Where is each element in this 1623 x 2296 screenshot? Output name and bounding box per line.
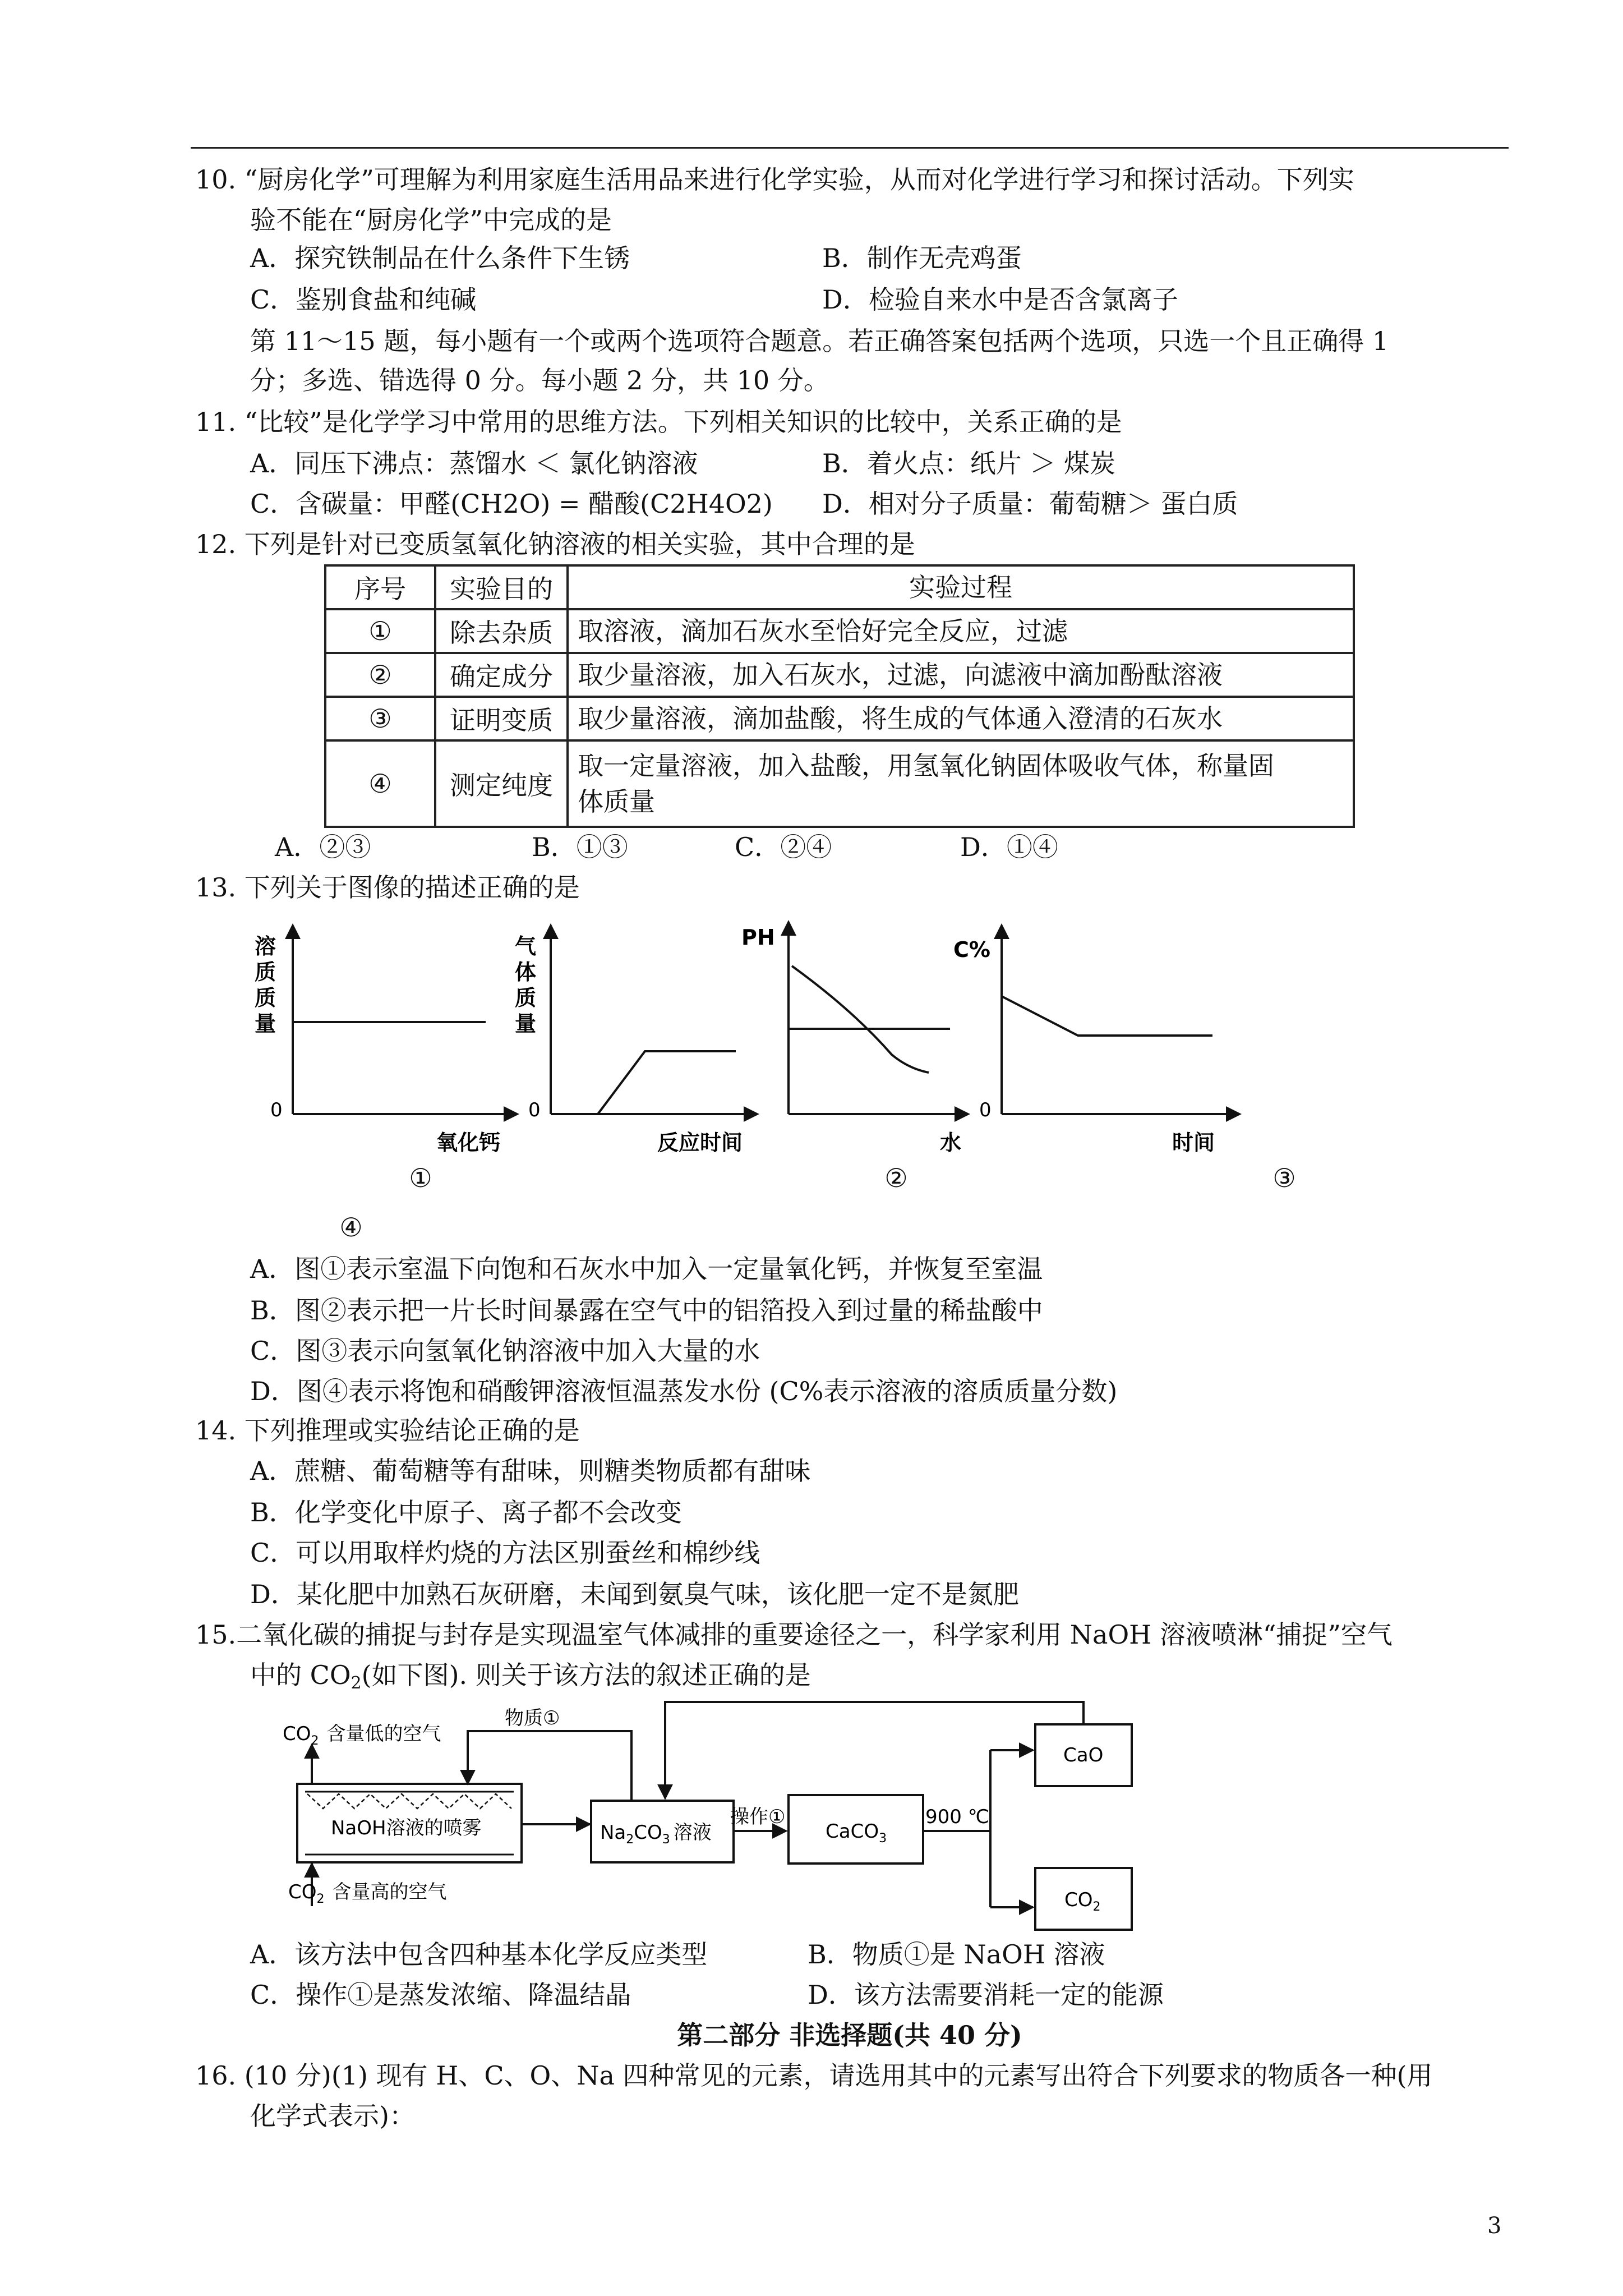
graph-4-xlabel: 时间 bbox=[1172, 1130, 1215, 1155]
section-note-cont: 分；多选、错选得 0 分。每小题 2 分，共 10 分。 bbox=[250, 365, 829, 395]
q10-stem: 10. “厨房化学”可理解为利用家庭生活用品来进行化学实验，从而对化学进行学习和探讨活动。下列实 bbox=[195, 164, 1354, 195]
graph-3-xlabel: 水 bbox=[940, 1130, 962, 1155]
q10-option-b: B．制作无壳鸡蛋 bbox=[822, 243, 1022, 273]
q12-stem: 12. 下列是针对已变质氢氧化钠溶液的相关实验，其中合理的是 bbox=[195, 529, 915, 559]
q13-option-a: A．图①表示室温下向饱和石灰水中加入一定量氧化钙，并恢复至室温 bbox=[250, 1254, 1043, 1284]
row-process: 取少量溶液，加入石灰水，过滤，向滤液中滴加酚酞溶液 bbox=[568, 653, 1354, 697]
graph-2-number: ② bbox=[884, 1163, 908, 1193]
graph-1-ylabel: 质 bbox=[255, 960, 276, 984]
q10-option-d: D．检验自来水中是否含氯离子 bbox=[822, 284, 1178, 315]
operation-1-label: 操作① bbox=[730, 1806, 786, 1828]
row-goal: 证明变质 bbox=[435, 697, 568, 740]
section-note: 第 11～15 题，每小题有一个或两个选项符合题意。若正确答案包括两个选项，只选一个且正确得 1 bbox=[250, 326, 1389, 356]
row-process-line2: 体质量 bbox=[578, 786, 655, 817]
na2co3-label: $Na_2CO_3$ 溶液 bbox=[600, 1821, 712, 1847]
q11-option-d: D．相对分子质量：葡萄糖＞ 蛋白质 bbox=[822, 489, 1238, 519]
q11-option-b: B．着火点：纸片 ＞ 煤炭 bbox=[822, 448, 1116, 478]
graph-2-ylabel: 质 bbox=[515, 986, 537, 1010]
q12-option-c: C．②④ bbox=[735, 832, 832, 862]
part-2-heading: 第二部分 非选择题(共 40 分) bbox=[677, 2020, 1022, 2050]
graph-2-ylabel: 体 bbox=[515, 960, 537, 984]
row-number: ③ bbox=[325, 697, 435, 740]
graph-3-ylabel: PH bbox=[741, 925, 775, 950]
graph-1-ylabel: 溶 bbox=[255, 934, 276, 959]
q15-option-c: C．操作①是蒸发浓缩、降温结晶 bbox=[250, 1980, 631, 2010]
q15-stem-text: (如下图). 则关于该方法的叙述正确的是 bbox=[361, 1660, 811, 1690]
q15-stem-text: 中的 CO bbox=[250, 1660, 351, 1690]
row-process: 取溶液，滴加石灰水至恰好完全反应，过滤 bbox=[568, 609, 1354, 653]
graph-1-xlabel: 氧化钙 bbox=[436, 1130, 501, 1155]
row-process: 取少量溶液，滴加盐酸，将生成的气体通入澄清的石灰水 bbox=[568, 697, 1354, 740]
q13-option-b: B．图②表示把一片长时间暴露在空气中的铝箔投入到过量的稀盐酸中 bbox=[250, 1295, 1043, 1326]
graph-1-origin: 0 bbox=[270, 1099, 283, 1121]
temperature-label: 900 ℃ bbox=[925, 1806, 989, 1828]
q15-option-a: A．该方法中包含四种基本化学反应类型 bbox=[250, 1939, 708, 1970]
q14-option-c: C．可以用取样灼烧的方法区别蚕丝和棉纱线 bbox=[250, 1538, 760, 1568]
spray-label: NaOH溶液的喷雾 bbox=[331, 1817, 482, 1839]
q10-option-c: C．鉴别食盐和纯碱 bbox=[250, 284, 477, 315]
row-goal: 测定纯度 bbox=[435, 740, 568, 827]
q13-option-d: D．图④表示将饱和硝酸钾溶液恒温蒸发水份 (C%表示溶液的溶质质量分数) bbox=[250, 1376, 1118, 1406]
high-co2-air-label: $CO_2$ 含量高的空气 bbox=[288, 1881, 447, 1906]
q11-stem: 11. “比较”是化学学习中常用的思维方法。下列相关知识的比较中，关系正确的是 bbox=[195, 407, 1122, 437]
row-process-line1: 取一定量溶液，加入盐酸，用氢氧化钠固体吸收气体，称量固 bbox=[578, 751, 1274, 781]
q12-option-b: B．①③ bbox=[532, 832, 628, 862]
row-number: ② bbox=[325, 653, 435, 697]
graph-4-number: ④ bbox=[339, 1212, 363, 1243]
q10-stem-cont: 验不能在“厨房化学”中完成的是 bbox=[250, 205, 612, 235]
q14-option-b: B．化学变化中原子、离子都不会改变 bbox=[250, 1497, 682, 1527]
page-number: 3 bbox=[1487, 2213, 1502, 2239]
table-header-cell: 实验目的 bbox=[435, 565, 568, 609]
q15-option-b: B．物质①是 NaOH 溶液 bbox=[808, 1939, 1105, 1970]
q12-option-d: D．①④ bbox=[960, 832, 1058, 862]
caco3-label: CaCO$_3$ bbox=[826, 1820, 887, 1846]
q16-stem: 16. (10 分)(1) 现有 H、C、O、Na 四种常见的元素，请选用其中的元素写出符合下列要求的物质各一种(用 bbox=[195, 2060, 1433, 2091]
co2-product-label: $CO_2$ bbox=[1064, 1889, 1101, 1914]
q15-option-d: D．该方法需要消耗一定的能源 bbox=[808, 1980, 1164, 2010]
graph-2-xlabel: 反应时间 bbox=[657, 1130, 743, 1155]
row-goal: 除去杂质 bbox=[435, 609, 568, 653]
cao-label: CaO bbox=[1063, 1744, 1104, 1766]
substance-1-label: 物质① bbox=[505, 1707, 560, 1729]
graph-2-ylabel: 气 bbox=[515, 934, 537, 959]
q13-stem: 13. 下列关于图像的描述正确的是 bbox=[195, 872, 580, 903]
table-header-cell: 实验过程 bbox=[568, 565, 1354, 609]
graph-2-ylabel: 量 bbox=[515, 1011, 537, 1036]
q11-option-c: C．含碳量：甲醛(CH2O) = 醋酸(C2H4O2) bbox=[250, 489, 773, 519]
q13-option-c: C．图③表示向氢氧化钠溶液中加入大量的水 bbox=[250, 1336, 760, 1366]
q16-stem-cont: 化学式表示)： bbox=[250, 2101, 415, 2131]
graph-1-number: ① bbox=[409, 1163, 432, 1193]
row-number: ① bbox=[325, 609, 435, 653]
q12-option-a: A．②③ bbox=[275, 832, 371, 862]
graph-3-number: ③ bbox=[1272, 1163, 1296, 1193]
q10-option-a: A．探究铁制品在什么条件下生锈 bbox=[250, 243, 630, 273]
graph-4-ylabel: C% bbox=[953, 937, 990, 962]
graph-2-origin: 0 bbox=[528, 1099, 541, 1121]
graph-4-origin: 0 bbox=[979, 1099, 992, 1121]
row-number: ④ bbox=[325, 740, 435, 827]
q15-stem-subscript: 2 bbox=[351, 1673, 362, 1693]
q15-stem: 15.二氧化碳的捕捉与封存是实现温室气体减排的重要途径之一，科学家利用 NaOH 溶液喷淋“捕捉”空气 bbox=[195, 1619, 1393, 1650]
q11-option-a: A．同压下沸点：蒸馏水 ＜ 氯化钠溶液 bbox=[250, 448, 698, 478]
q14-option-a: A．蔗糖、葡萄糖等有甜味，则糖类物质都有甜味 bbox=[250, 1456, 811, 1486]
low-co2-air-label: $CO_2$ 含量低的空气 bbox=[283, 1723, 441, 1748]
table-header-cell: 序号 bbox=[325, 565, 435, 609]
graph-1-ylabel: 质 bbox=[255, 986, 276, 1010]
q14-stem: 14. 下列推理或实验结论正确的是 bbox=[195, 1415, 580, 1446]
row-goal: 确定成分 bbox=[435, 653, 568, 697]
graph-1-ylabel: 量 bbox=[255, 1011, 276, 1036]
q14-option-d: D．某化肥中加熟石灰研磨，未闻到氨臭气味，该化肥一定不是氮肥 bbox=[250, 1579, 1019, 1609]
